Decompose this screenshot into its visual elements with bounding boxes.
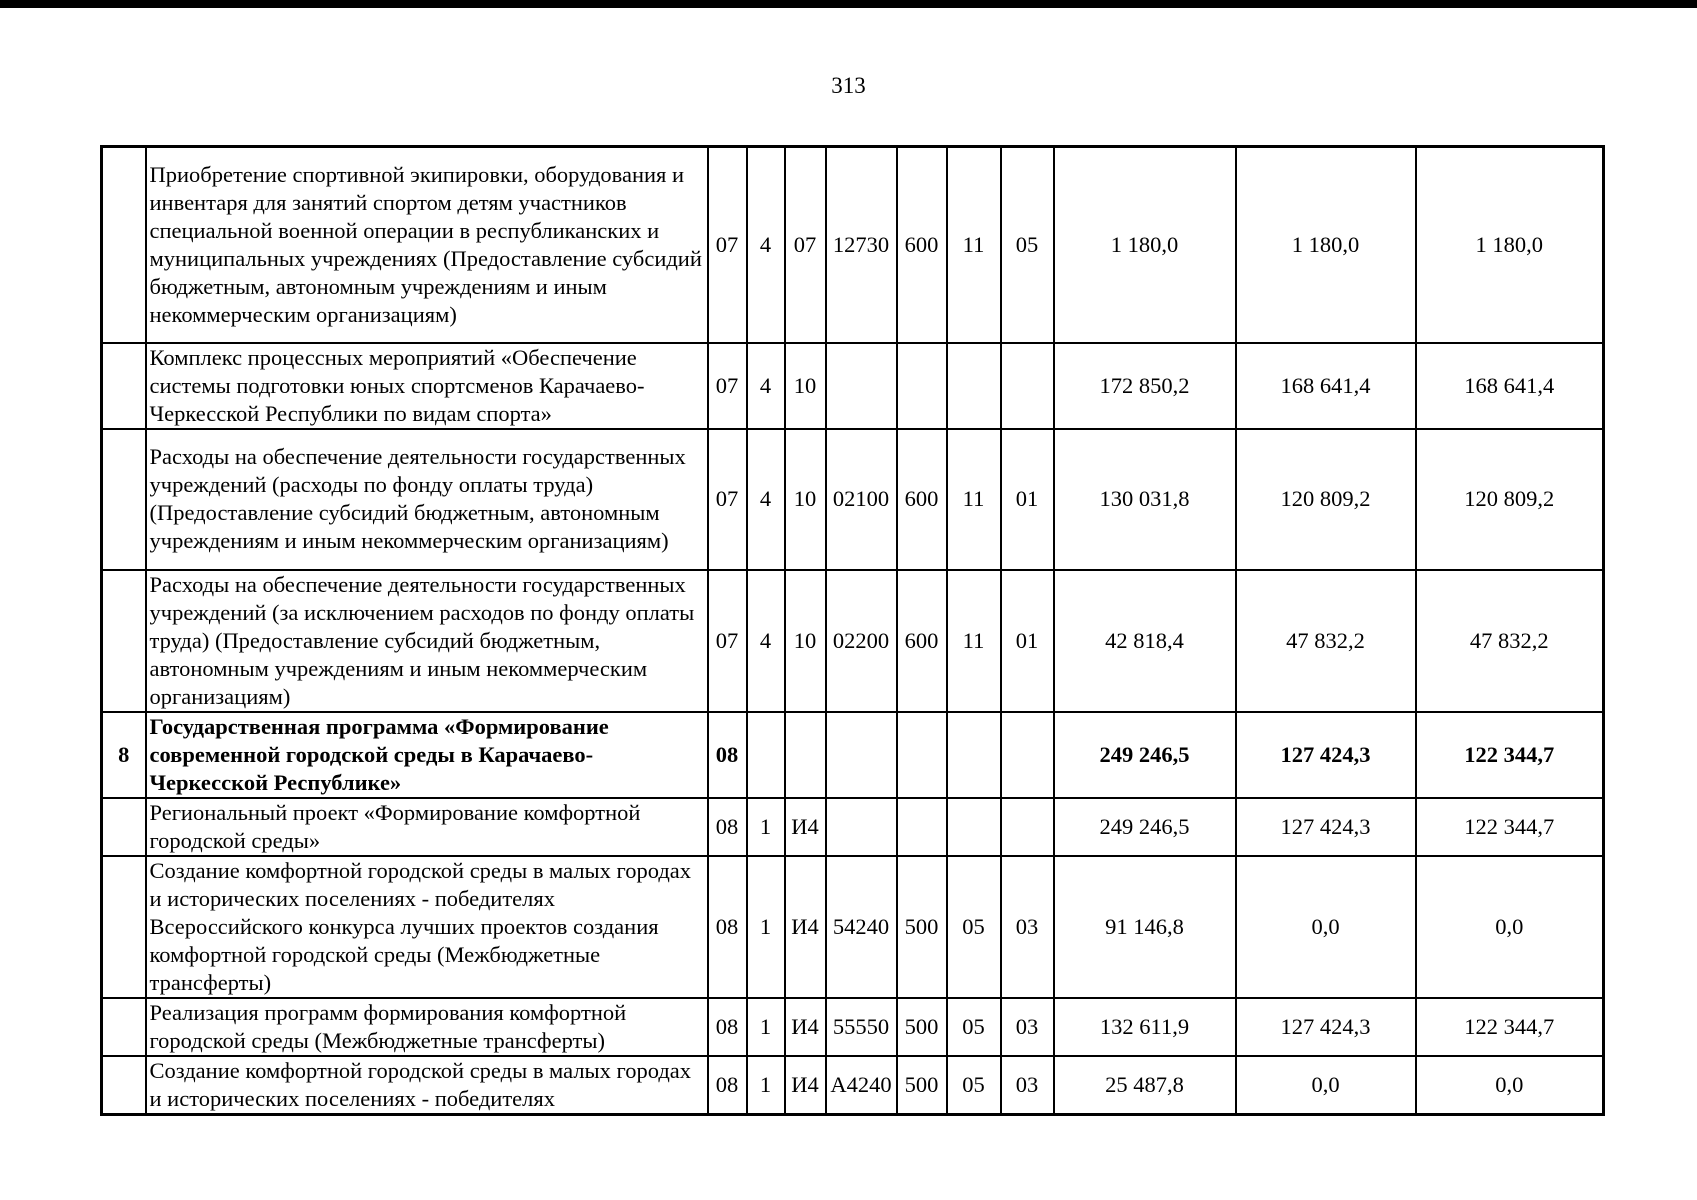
code-cell-section: 11 <box>947 570 1001 712</box>
code-cell-structure: 10 <box>785 570 826 712</box>
code-cell-type: 1 <box>747 856 785 998</box>
code-cell-section: 11 <box>947 147 1001 343</box>
row-number-cell <box>102 147 146 343</box>
code-cell-subsection: 03 <box>1001 998 1054 1056</box>
amount-cell-year1: 132 611,9 <box>1054 998 1236 1056</box>
table-row <box>102 570 1604 712</box>
code-cell-expense-type: 500 <box>897 998 947 1056</box>
table-row <box>102 1056 1604 1115</box>
code-cell-section <box>947 712 1001 798</box>
row-name-cell: Создание комфортной городской среды в малых городах и исторических поселениях - победителях <box>146 1056 708 1115</box>
amount-cell-year3: 1 180,0 <box>1416 147 1604 343</box>
code-cell-type: 1 <box>747 1056 785 1115</box>
amount-cell-year1: 42 818,4 <box>1054 570 1236 712</box>
amount-cell-year1: 130 031,8 <box>1054 429 1236 570</box>
code-cell-type: 4 <box>747 343 785 429</box>
amount-cell-year2: 47 832,2 <box>1236 570 1416 712</box>
code-cell-direction: 02100 <box>826 429 897 570</box>
scan-top-border <box>0 0 1697 8</box>
row-name-cell: Реализация программ формирования комфортной городской среды (Межбюджетные трансферты) <box>146 998 708 1056</box>
code-cell-subsection: 03 <box>1001 856 1054 998</box>
table-row <box>102 798 1604 856</box>
code-cell-subsection: 01 <box>1001 429 1054 570</box>
code-cell-structure: 07 <box>785 147 826 343</box>
amount-cell-year2: 127 424,3 <box>1236 712 1416 798</box>
table-row <box>102 343 1604 429</box>
row-number-cell: 8 <box>102 712 146 798</box>
code-cell-structure: 10 <box>785 343 826 429</box>
code-cell-program: 08 <box>708 998 747 1056</box>
row-name-cell: Приобретение спортивной экипировки, оборудования и инвентаря для занятий спортом детям участников специальной военной операции в республиканских и муниципальных учреждениях (Предоставление субсидий бюджетным, автономным учреждениям и иным некоммерческим организациям) <box>146 147 708 343</box>
code-cell-section <box>947 798 1001 856</box>
code-cell-subsection <box>1001 712 1054 798</box>
code-cell-structure <box>785 712 826 798</box>
amount-cell-year1: 249 246,5 <box>1054 798 1236 856</box>
code-cell-expense-type: 600 <box>897 570 947 712</box>
code-cell-type: 4 <box>747 429 785 570</box>
code-cell-expense-type: 500 <box>897 856 947 998</box>
code-cell-subsection <box>1001 798 1054 856</box>
amount-cell-year3: 168 641,4 <box>1416 343 1604 429</box>
budget-table <box>100 145 1605 1116</box>
code-cell-direction <box>826 712 897 798</box>
amount-cell-year3: 122 344,7 <box>1416 998 1604 1056</box>
amount-cell-year1: 25 487,8 <box>1054 1056 1236 1115</box>
amount-cell-year2: 0,0 <box>1236 1056 1416 1115</box>
amount-cell-year2: 127 424,3 <box>1236 798 1416 856</box>
code-cell-expense-type <box>897 798 947 856</box>
amount-cell-year3: 0,0 <box>1416 1056 1604 1115</box>
amount-cell-year1: 172 850,2 <box>1054 343 1236 429</box>
code-cell-section <box>947 343 1001 429</box>
amount-cell-year3: 0,0 <box>1416 856 1604 998</box>
row-number-cell <box>102 856 146 998</box>
row-name-cell: Создание комфортной городской среды в малых городах и исторических поселениях - победителях Всероссийского конкурса лучших проектов создания комфортной городской среды (Межбюджетные трансферты) <box>146 856 708 998</box>
code-cell-structure: И4 <box>785 856 826 998</box>
code-cell-structure: И4 <box>785 1056 826 1115</box>
code-cell-direction: 54240 <box>826 856 897 998</box>
code-cell-type: 1 <box>747 798 785 856</box>
row-name-cell: Расходы на обеспечение деятельности государственных учреждений (за исключением расходов по фонду оплаты труда) (Предоставление субсидий бюджетным, автономным учреждениям и иным некоммерческим организациям) <box>146 570 708 712</box>
code-cell-expense-type: 600 <box>897 429 947 570</box>
code-cell-program: 08 <box>708 798 747 856</box>
amount-cell-year3: 122 344,7 <box>1416 798 1604 856</box>
code-cell-section: 11 <box>947 429 1001 570</box>
row-name-cell: Региональный проект «Формирование комфортной городской среды» <box>146 798 708 856</box>
amount-cell-year3: 120 809,2 <box>1416 429 1604 570</box>
code-cell-subsection: 05 <box>1001 147 1054 343</box>
code-cell-section: 05 <box>947 998 1001 1056</box>
code-cell-expense-type <box>897 712 947 798</box>
code-cell-structure: 10 <box>785 429 826 570</box>
amount-cell-year3: 47 832,2 <box>1416 570 1604 712</box>
code-cell-structure: И4 <box>785 798 826 856</box>
table-row <box>102 147 1604 343</box>
row-name-cell: Государственная программа «Формирование современной городской среды в Карачаево-Черкесской Республике» <box>146 712 708 798</box>
page-number: 313 <box>831 73 866 98</box>
row-number-cell <box>102 570 146 712</box>
code-cell-expense-type: 600 <box>897 147 947 343</box>
code-cell-expense-type <box>897 343 947 429</box>
code-cell-subsection: 03 <box>1001 1056 1054 1115</box>
code-cell-program: 07 <box>708 343 747 429</box>
code-cell-program: 08 <box>708 856 747 998</box>
amount-cell-year2: 1 180,0 <box>1236 147 1416 343</box>
amount-cell-year2: 127 424,3 <box>1236 998 1416 1056</box>
table-row <box>102 998 1604 1056</box>
row-number-cell <box>102 429 146 570</box>
code-cell-type: 4 <box>747 147 785 343</box>
code-cell-direction: 55550 <box>826 998 897 1056</box>
code-cell-direction: 02200 <box>826 570 897 712</box>
table-row <box>102 429 1604 570</box>
amount-cell-year2: 0,0 <box>1236 856 1416 998</box>
code-cell-type: 4 <box>747 570 785 712</box>
amount-cell-year2: 168 641,4 <box>1236 343 1416 429</box>
code-cell-type <box>747 712 785 798</box>
table-row <box>102 856 1604 998</box>
row-number-cell <box>102 798 146 856</box>
code-cell-structure: И4 <box>785 998 826 1056</box>
code-cell-section: 05 <box>947 856 1001 998</box>
row-number-cell <box>102 998 146 1056</box>
code-cell-program: 08 <box>708 1056 747 1115</box>
code-cell-direction <box>826 343 897 429</box>
row-name-cell: Расходы на обеспечение деятельности государственных учреждений (расходы по фонду оплаты труда) (Предоставление субсидий бюджетным, автономным учреждениям и иным некоммерческим организациям) <box>146 429 708 570</box>
code-cell-program: 07 <box>708 570 747 712</box>
code-cell-direction: А4240 <box>826 1056 897 1115</box>
code-cell-program: 08 <box>708 712 747 798</box>
row-name-cell: Комплекс процессных мероприятий «Обеспечение системы подготовки юных спортсменов Карачаево-Черкесской Республики по видам спорта» <box>146 343 708 429</box>
code-cell-program: 07 <box>708 429 747 570</box>
amount-cell-year3: 122 344,7 <box>1416 712 1604 798</box>
code-cell-direction <box>826 798 897 856</box>
amount-cell-year1: 1 180,0 <box>1054 147 1236 343</box>
code-cell-subsection <box>1001 343 1054 429</box>
code-cell-type: 1 <box>747 998 785 1056</box>
table-row <box>102 712 1604 798</box>
row-number-cell <box>102 1056 146 1115</box>
row-number-cell <box>102 343 146 429</box>
amount-cell-year1: 249 246,5 <box>1054 712 1236 798</box>
code-cell-section: 05 <box>947 1056 1001 1115</box>
code-cell-program: 07 <box>708 147 747 343</box>
amount-cell-year1: 91 146,8 <box>1054 856 1236 998</box>
amount-cell-year2: 120 809,2 <box>1236 429 1416 570</box>
code-cell-subsection: 01 <box>1001 570 1054 712</box>
code-cell-direction: 12730 <box>826 147 897 343</box>
code-cell-expense-type: 500 <box>897 1056 947 1115</box>
